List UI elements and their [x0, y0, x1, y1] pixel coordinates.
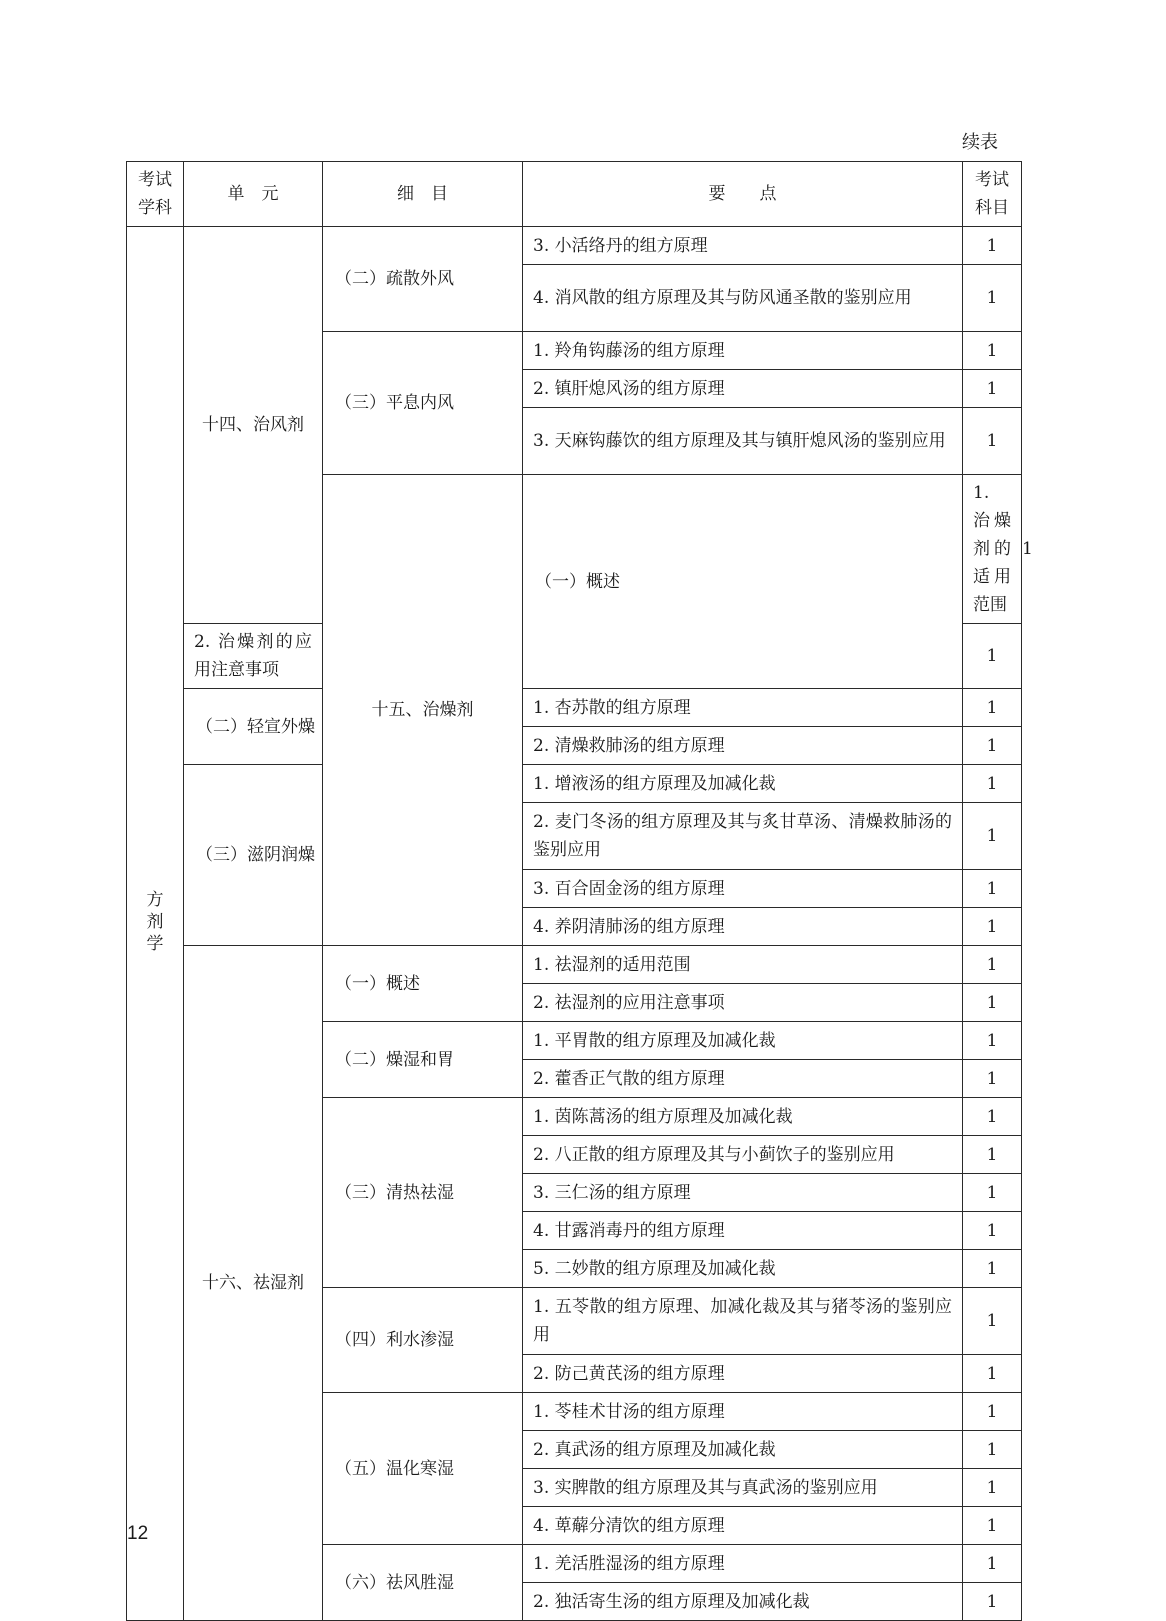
- point-cell: 1. 平胃散的组方原理及加减化裁: [523, 1022, 963, 1060]
- count-cell: 1: [963, 1174, 1022, 1212]
- point-cell: 3. 实脾散的组方原理及其与真武汤的鉴别应用: [523, 1469, 963, 1507]
- point-cell: 2. 清燥救肺汤的组方原理: [523, 727, 963, 765]
- detail-cell: （五）温化寒湿: [323, 1393, 523, 1545]
- point-cell: 2. 藿香正气散的组方原理: [523, 1060, 963, 1098]
- point-cell: 3. 天麻钩藤饮的组方原理及其与镇肝熄风汤的鉴别应用: [523, 408, 963, 475]
- detail-cell: （四）利水渗湿: [323, 1288, 523, 1393]
- point-cell: 3. 三仁汤的组方原理: [523, 1174, 963, 1212]
- count-cell: 1: [963, 689, 1022, 727]
- count-cell: 1: [963, 227, 1022, 265]
- subject-cell: [127, 227, 184, 1621]
- point-cell: 2. 防己黄芪汤的组方原理: [523, 1355, 963, 1393]
- header-unit: 单 元: [184, 162, 323, 227]
- header-detail: 细 目: [323, 162, 523, 227]
- point-cell: 1. 杏苏散的组方原理: [523, 689, 963, 727]
- count-cell: 1: [963, 727, 1022, 765]
- unit-cell: 十四、治风剂: [184, 227, 323, 624]
- count-cell: 1: [963, 1098, 1022, 1136]
- header-subject: 考试学科: [127, 162, 184, 227]
- point-cell: 4. 甘露消毒丹的组方原理: [523, 1212, 963, 1250]
- count-cell: 1: [963, 1355, 1022, 1393]
- unit-cell: 十五、治燥剂: [323, 475, 523, 946]
- count-cell: 1: [963, 908, 1022, 946]
- table-row: [127, 227, 1022, 265]
- unit-cell: 十六、祛湿剂: [184, 946, 323, 1621]
- count-cell: 1: [963, 803, 1022, 870]
- detail-cell: （二）疏散外风: [323, 227, 523, 332]
- count-cell: 1: [963, 624, 1022, 689]
- point-cell: 1. 苓桂术甘汤的组方原理: [523, 1393, 963, 1431]
- point-cell: 1. 治燥剂的适用范围: [963, 475, 1022, 624]
- count-cell: 1: [963, 946, 1022, 984]
- count-cell: 1: [963, 1060, 1022, 1098]
- point-cell: 3. 小活络丹的组方原理: [523, 227, 963, 265]
- count-cell: 1: [963, 1022, 1022, 1060]
- count-cell: 1: [963, 1136, 1022, 1174]
- detail-cell: （三）平息内风: [323, 332, 523, 475]
- count-cell: 1: [963, 984, 1022, 1022]
- point-cell: 2. 祛湿剂的应用注意事项: [523, 984, 963, 1022]
- count-cell: 1: [963, 265, 1022, 332]
- point-cell: 2. 独活寄生汤的组方原理及加减化裁: [523, 1583, 963, 1621]
- count-cell: 1: [963, 332, 1022, 370]
- syllabus-table: [126, 161, 1033, 1621]
- detail-cell: （三）清热祛湿: [323, 1098, 523, 1288]
- detail-cell: （三）滋阴润燥: [184, 765, 323, 946]
- detail-cell: （二）燥湿和胃: [323, 1022, 523, 1098]
- table-row: [127, 689, 1022, 727]
- point-cell: 1. 增液汤的组方原理及加减化裁: [523, 765, 963, 803]
- count-cell: 1: [963, 1431, 1022, 1469]
- point-cell: 2. 治燥剂的应用注意事项: [184, 624, 323, 689]
- count-cell: 1: [963, 370, 1022, 408]
- detail-cell: （二）轻宣外燥: [184, 689, 323, 765]
- point-cell: 1. 羌活胜湿汤的组方原理: [523, 1545, 963, 1583]
- point-cell: 4. 萆薢分清饮的组方原理: [523, 1507, 963, 1545]
- count-cell: 1: [963, 1288, 1022, 1355]
- count-cell: 1: [963, 1583, 1022, 1621]
- point-cell: 1. 五苓散的组方原理、加减化裁及其与猪苓汤的鉴别应用: [523, 1288, 963, 1355]
- detail-cell: （一）概述: [523, 475, 963, 689]
- continued-label: 续表: [962, 132, 998, 153]
- point-cell: 3. 百合固金汤的组方原理: [523, 870, 963, 908]
- count-cell: 1: [963, 1545, 1022, 1583]
- page-number: 12: [127, 1523, 149, 1544]
- header-count: 考试科目: [963, 162, 1022, 227]
- detail-cell: （一）概述: [323, 946, 523, 1022]
- count-cell: 1: [963, 408, 1022, 475]
- point-cell: 1. 祛湿剂的适用范围: [523, 946, 963, 984]
- count-cell: 1: [963, 1212, 1022, 1250]
- subject-label: 方剂学: [146, 890, 164, 954]
- point-cell: 4. 消风散的组方原理及其与防风通圣散的鉴别应用: [523, 265, 963, 332]
- header-point: 要 点: [523, 162, 963, 227]
- count-cell: 1: [963, 765, 1022, 803]
- count-cell: 1: [963, 1507, 1022, 1545]
- count-cell: 1: [963, 1250, 1022, 1288]
- point-cell: 2. 八正散的组方原理及其与小蓟饮子的鉴别应用: [523, 1136, 963, 1174]
- table-row: 十五、治燥剂 （一）概述 1. 治燥剂的适用范围 1: [127, 475, 1022, 624]
- count-cell: 1: [963, 1469, 1022, 1507]
- detail-cell: （六）祛风胜湿: [323, 1545, 523, 1621]
- table-row: [127, 765, 1022, 803]
- point-cell: 5. 二妙散的组方原理及加减化裁: [523, 1250, 963, 1288]
- point-cell: 2. 真武汤的组方原理及加减化裁: [523, 1431, 963, 1469]
- point-cell: 1. 茵陈蒿汤的组方原理及加减化裁: [523, 1098, 963, 1136]
- header-row: [127, 162, 1022, 227]
- point-cell: 1. 羚角钩藤汤的组方原理: [523, 332, 963, 370]
- point-cell: 2. 镇肝熄风汤的组方原理: [523, 370, 963, 408]
- point-cell: 4. 养阴清肺汤的组方原理: [523, 908, 963, 946]
- table-row: [127, 946, 1022, 984]
- point-cell: 2. 麦门冬汤的组方原理及其与炙甘草汤、清燥救肺汤的鉴别应用: [523, 803, 963, 870]
- count-cell: 1: [963, 870, 1022, 908]
- count-cell: 1: [963, 1393, 1022, 1431]
